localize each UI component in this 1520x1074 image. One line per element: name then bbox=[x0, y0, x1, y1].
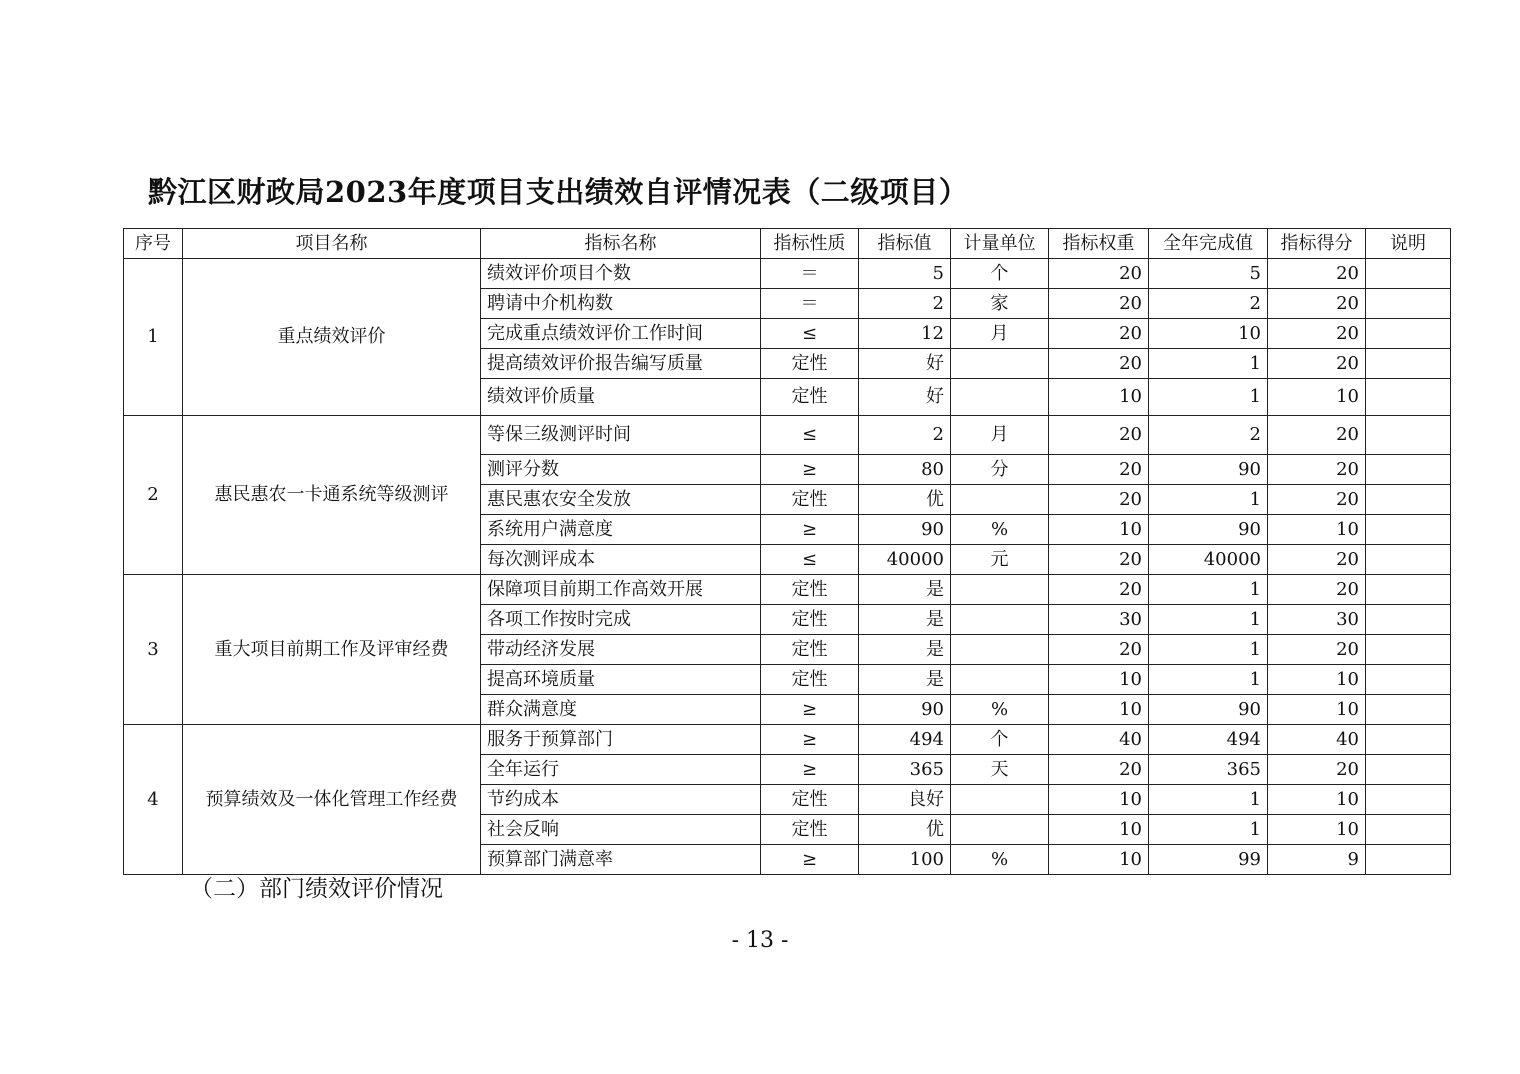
header-unit: 计量单位 bbox=[951, 229, 1049, 259]
weight-cell: 20 bbox=[1049, 575, 1149, 605]
indicator-name-cell: 等保三级测评时间 bbox=[481, 416, 761, 455]
indicator-nature-cell: 定性 bbox=[761, 379, 859, 416]
project-name-cell: 重点绩效评价 bbox=[183, 259, 481, 416]
actual-value-cell: 1 bbox=[1149, 575, 1268, 605]
actual-value-cell: 1 bbox=[1149, 379, 1268, 416]
weight-cell: 10 bbox=[1049, 379, 1149, 416]
project-no-cell: 4 bbox=[124, 725, 183, 875]
page-number: - 13 - bbox=[731, 928, 789, 953]
indicator-value-cell: 494 bbox=[859, 725, 951, 755]
indicator-value-cell: 是 bbox=[859, 665, 951, 695]
score-cell: 20 bbox=[1268, 545, 1366, 575]
indicator-nature-cell: 定性 bbox=[761, 635, 859, 665]
indicator-nature-cell: ≥ bbox=[761, 725, 859, 755]
note-cell bbox=[1366, 725, 1451, 755]
indicator-name-cell: 带动经济发展 bbox=[481, 635, 761, 665]
score-cell: 10 bbox=[1268, 379, 1366, 416]
indicator-value-cell: 40000 bbox=[859, 545, 951, 575]
page-title: 黔江区财政局2023年度项目支出绩效自评情况表（二级项目） bbox=[148, 175, 969, 209]
indicator-nature-cell: ≥ bbox=[761, 845, 859, 875]
indicator-name-cell: 完成重点绩效评价工作时间 bbox=[481, 319, 761, 349]
indicator-value-cell: 90 bbox=[859, 695, 951, 725]
score-cell: 20 bbox=[1268, 319, 1366, 349]
weight-cell: 20 bbox=[1049, 349, 1149, 379]
score-cell: 10 bbox=[1268, 515, 1366, 545]
weight-cell: 20 bbox=[1049, 289, 1149, 319]
performance-table bbox=[123, 228, 1451, 875]
weight-cell: 20 bbox=[1049, 545, 1149, 575]
unit-cell: 分 bbox=[951, 455, 1049, 485]
indicator-value-cell: 优 bbox=[859, 815, 951, 845]
indicator-value-cell: 良好 bbox=[859, 785, 951, 815]
indicator-name-cell: 群众满意度 bbox=[481, 695, 761, 725]
actual-value-cell: 1 bbox=[1149, 635, 1268, 665]
weight-cell: 10 bbox=[1049, 845, 1149, 875]
section-heading: （二）部门绩效评价情况 bbox=[190, 876, 443, 902]
actual-value-cell: 1 bbox=[1149, 815, 1268, 845]
header-project-name: 项目名称 bbox=[183, 229, 481, 259]
score-cell: 30 bbox=[1268, 605, 1366, 635]
indicator-name-cell: 系统用户满意度 bbox=[481, 515, 761, 545]
header-score: 指标得分 bbox=[1268, 229, 1366, 259]
score-cell: 20 bbox=[1268, 416, 1366, 455]
actual-value-cell: 90 bbox=[1149, 515, 1268, 545]
unit-cell bbox=[951, 485, 1049, 515]
actual-value-cell: 5 bbox=[1149, 259, 1268, 289]
weight-cell: 20 bbox=[1049, 455, 1149, 485]
unit-cell: % bbox=[951, 515, 1049, 545]
indicator-value-cell: 好 bbox=[859, 379, 951, 416]
indicator-nature-cell: ＝ bbox=[761, 289, 859, 319]
actual-value-cell: 1 bbox=[1149, 349, 1268, 379]
actual-value-cell: 1 bbox=[1149, 665, 1268, 695]
weight-cell: 20 bbox=[1049, 755, 1149, 785]
header-weight: 指标权重 bbox=[1049, 229, 1149, 259]
unit-cell bbox=[951, 635, 1049, 665]
indicator-nature-cell: 定性 bbox=[761, 665, 859, 695]
table-header bbox=[124, 229, 1451, 259]
indicator-name-cell: 绩效评价质量 bbox=[481, 379, 761, 416]
actual-value-cell: 2 bbox=[1149, 289, 1268, 319]
score-cell: 20 bbox=[1268, 259, 1366, 289]
actual-value-cell: 90 bbox=[1149, 695, 1268, 725]
indicator-nature-cell: ≥ bbox=[761, 515, 859, 545]
indicator-nature-cell: ≤ bbox=[761, 319, 859, 349]
indicator-name-cell: 各项工作按时完成 bbox=[481, 605, 761, 635]
table-row bbox=[124, 259, 1451, 289]
indicator-name-cell: 全年运行 bbox=[481, 755, 761, 785]
score-cell: 9 bbox=[1268, 845, 1366, 875]
weight-cell: 10 bbox=[1049, 515, 1149, 545]
indicator-name-cell: 保障项目前期工作高效开展 bbox=[481, 575, 761, 605]
project-name-cell: 惠民惠农一卡通系统等级测评 bbox=[183, 416, 481, 575]
note-cell bbox=[1366, 349, 1451, 379]
indicator-name-cell: 每次测评成本 bbox=[481, 545, 761, 575]
weight-cell: 30 bbox=[1049, 605, 1149, 635]
unit-cell bbox=[951, 575, 1049, 605]
score-cell: 10 bbox=[1268, 785, 1366, 815]
indicator-value-cell: 是 bbox=[859, 605, 951, 635]
actual-value-cell: 1 bbox=[1149, 605, 1268, 635]
note-cell bbox=[1366, 545, 1451, 575]
table-row bbox=[124, 575, 1451, 605]
indicator-value-cell: 80 bbox=[859, 455, 951, 485]
note-cell bbox=[1366, 515, 1451, 545]
header-indicator-nature: 指标性质 bbox=[761, 229, 859, 259]
indicator-nature-cell: 定性 bbox=[761, 605, 859, 635]
note-cell bbox=[1366, 665, 1451, 695]
table-body bbox=[124, 259, 1451, 875]
project-name-cell: 重大项目前期工作及评审经费 bbox=[183, 575, 481, 725]
actual-value-cell: 365 bbox=[1149, 755, 1268, 785]
indicator-name-cell: 预算部门满意率 bbox=[481, 845, 761, 875]
weight-cell: 20 bbox=[1049, 259, 1149, 289]
indicator-nature-cell: ≥ bbox=[761, 455, 859, 485]
weight-cell: 10 bbox=[1049, 815, 1149, 845]
note-cell bbox=[1366, 575, 1451, 605]
note-cell bbox=[1366, 485, 1451, 515]
unit-cell: 个 bbox=[951, 259, 1049, 289]
header-indicator-name: 指标名称 bbox=[481, 229, 761, 259]
unit-cell bbox=[951, 349, 1049, 379]
weight-cell: 20 bbox=[1049, 319, 1149, 349]
unit-cell: 天 bbox=[951, 755, 1049, 785]
weight-cell: 10 bbox=[1049, 785, 1149, 815]
weight-cell: 40 bbox=[1049, 725, 1149, 755]
indicator-nature-cell: ≥ bbox=[761, 695, 859, 725]
score-cell: 10 bbox=[1268, 665, 1366, 695]
unit-cell: 个 bbox=[951, 725, 1049, 755]
actual-value-cell: 2 bbox=[1149, 416, 1268, 455]
indicator-value-cell: 是 bbox=[859, 635, 951, 665]
note-cell bbox=[1366, 289, 1451, 319]
indicator-nature-cell: 定性 bbox=[761, 485, 859, 515]
note-cell bbox=[1366, 845, 1451, 875]
note-cell bbox=[1366, 785, 1451, 815]
actual-value-cell: 90 bbox=[1149, 455, 1268, 485]
header-note: 说明 bbox=[1366, 229, 1451, 259]
indicator-value-cell: 365 bbox=[859, 755, 951, 785]
weight-cell: 10 bbox=[1049, 695, 1149, 725]
score-cell: 20 bbox=[1268, 349, 1366, 379]
indicator-name-cell: 提高环境质量 bbox=[481, 665, 761, 695]
header-indicator-value: 指标值 bbox=[859, 229, 951, 259]
weight-cell: 20 bbox=[1049, 416, 1149, 455]
note-cell bbox=[1366, 455, 1451, 485]
indicator-nature-cell: 定性 bbox=[761, 785, 859, 815]
indicator-name-cell: 提高绩效评价报告编写质量 bbox=[481, 349, 761, 379]
actual-value-cell: 1 bbox=[1149, 485, 1268, 515]
actual-value-cell: 494 bbox=[1149, 725, 1268, 755]
score-cell: 20 bbox=[1268, 485, 1366, 515]
score-cell: 20 bbox=[1268, 755, 1366, 785]
score-cell: 10 bbox=[1268, 815, 1366, 845]
indicator-value-cell: 5 bbox=[859, 259, 951, 289]
note-cell bbox=[1366, 416, 1451, 455]
note-cell bbox=[1366, 259, 1451, 289]
indicator-nature-cell: 定性 bbox=[761, 349, 859, 379]
indicator-name-cell: 节约成本 bbox=[481, 785, 761, 815]
actual-value-cell: 1 bbox=[1149, 785, 1268, 815]
indicator-value-cell: 是 bbox=[859, 575, 951, 605]
indicator-nature-cell: ＝ bbox=[761, 259, 859, 289]
indicator-value-cell: 2 bbox=[859, 416, 951, 455]
indicator-name-cell: 惠民惠农安全发放 bbox=[481, 485, 761, 515]
score-cell: 40 bbox=[1268, 725, 1366, 755]
indicator-name-cell: 服务于预算部门 bbox=[481, 725, 761, 755]
unit-cell bbox=[951, 379, 1049, 416]
indicator-nature-cell: ≤ bbox=[761, 545, 859, 575]
indicator-nature-cell: ≤ bbox=[761, 416, 859, 455]
indicator-name-cell: 绩效评价项目个数 bbox=[481, 259, 761, 289]
table-row bbox=[124, 416, 1451, 455]
header-actual: 全年完成值 bbox=[1149, 229, 1268, 259]
indicator-value-cell: 100 bbox=[859, 845, 951, 875]
indicator-name-cell: 社会反响 bbox=[481, 815, 761, 845]
unit-cell bbox=[951, 815, 1049, 845]
indicator-nature-cell: 定性 bbox=[761, 815, 859, 845]
score-cell: 20 bbox=[1268, 575, 1366, 605]
score-cell: 20 bbox=[1268, 635, 1366, 665]
header-no: 序号 bbox=[124, 229, 183, 259]
actual-value-cell: 40000 bbox=[1149, 545, 1268, 575]
project-name-cell: 预算绩效及一体化管理工作经费 bbox=[183, 725, 481, 875]
weight-cell: 20 bbox=[1049, 485, 1149, 515]
indicator-nature-cell: ≥ bbox=[761, 755, 859, 785]
unit-cell bbox=[951, 665, 1049, 695]
weight-cell: 20 bbox=[1049, 635, 1149, 665]
indicator-name-cell: 测评分数 bbox=[481, 455, 761, 485]
table-row bbox=[124, 725, 1451, 755]
unit-cell: 家 bbox=[951, 289, 1049, 319]
score-cell: 10 bbox=[1268, 695, 1366, 725]
indicator-name-cell: 聘请中介机构数 bbox=[481, 289, 761, 319]
actual-value-cell: 10 bbox=[1149, 319, 1268, 349]
score-cell: 20 bbox=[1268, 289, 1366, 319]
note-cell bbox=[1366, 815, 1451, 845]
unit-cell: 月 bbox=[951, 416, 1049, 455]
header-row bbox=[124, 229, 1451, 259]
weight-cell: 10 bbox=[1049, 665, 1149, 695]
note-cell bbox=[1366, 635, 1451, 665]
note-cell bbox=[1366, 755, 1451, 785]
note-cell bbox=[1366, 319, 1451, 349]
unit-cell bbox=[951, 605, 1049, 635]
project-no-cell: 1 bbox=[124, 259, 183, 416]
unit-cell: % bbox=[951, 695, 1049, 725]
indicator-value-cell: 12 bbox=[859, 319, 951, 349]
note-cell bbox=[1366, 379, 1451, 416]
score-cell: 20 bbox=[1268, 455, 1366, 485]
indicator-value-cell: 好 bbox=[859, 349, 951, 379]
unit-cell: % bbox=[951, 845, 1049, 875]
indicator-value-cell: 优 bbox=[859, 485, 951, 515]
note-cell bbox=[1366, 605, 1451, 635]
unit-cell: 元 bbox=[951, 545, 1049, 575]
indicator-value-cell: 90 bbox=[859, 515, 951, 545]
unit-cell: 月 bbox=[951, 319, 1049, 349]
project-no-cell: 2 bbox=[124, 416, 183, 575]
actual-value-cell: 99 bbox=[1149, 845, 1268, 875]
unit-cell bbox=[951, 785, 1049, 815]
indicator-nature-cell: 定性 bbox=[761, 575, 859, 605]
indicator-value-cell: 2 bbox=[859, 289, 951, 319]
project-no-cell: 3 bbox=[124, 575, 183, 725]
note-cell bbox=[1366, 695, 1451, 725]
